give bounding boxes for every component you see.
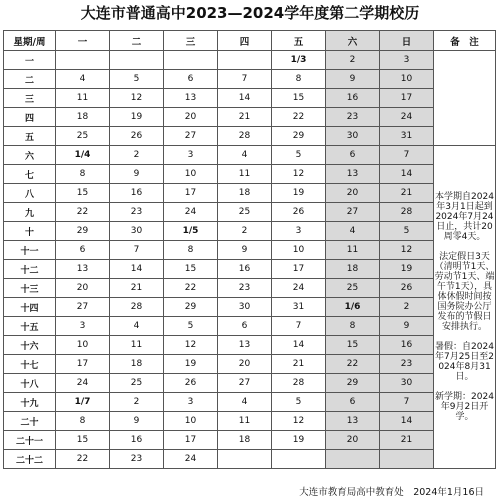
day-cell: 4 [110,317,164,336]
week-row [4,374,496,393]
week-row [4,89,496,108]
day-cell: 16 [218,260,272,279]
day-cell: 6 [164,70,218,89]
day-cell: 22 [164,279,218,298]
day-cell: 30 [110,222,164,241]
day-cell: 18 [218,184,272,203]
week-row [4,165,496,184]
week-number: 三 [4,89,56,108]
day-cell: 31 [380,127,434,146]
day-cell: 7 [380,146,434,165]
day-cell: 21 [110,279,164,298]
day-cell: 6 [56,241,110,260]
day-cell [56,51,110,70]
week-number: 六 [4,146,56,165]
header-notes: 备 注 [434,31,496,51]
day-cell: 23 [218,279,272,298]
day-cell: 9 [326,70,380,89]
week-row [4,241,496,260]
day-cell: 7 [110,241,164,260]
day-cell: 7 [380,393,434,412]
day-cell: 10 [380,70,434,89]
day-cell: 26 [164,374,218,393]
day-cell: 24 [164,450,218,469]
day-cell: 14 [380,412,434,431]
day-cell: 13 [326,412,380,431]
notes-spacer [434,51,496,146]
week-number: 十八 [4,374,56,393]
day-cell: 3 [164,146,218,165]
day-cell: 8 [164,241,218,260]
day-cell: 12 [272,412,326,431]
day-cell: 3 [56,317,110,336]
day-cell: 29 [272,127,326,146]
day-cell: 5 [110,70,164,89]
day-cell: 24 [164,203,218,222]
day-cell: 23 [380,355,434,374]
day-cell: 17 [272,260,326,279]
week-row [4,260,496,279]
day-cell: 29 [326,374,380,393]
week-number: 十七 [4,355,56,374]
day-cell: 11 [110,336,164,355]
day-cell: 5 [164,317,218,336]
week-row [4,393,496,412]
day-cell: 26 [380,279,434,298]
day-cell: 19 [272,431,326,450]
day-cell [326,450,380,469]
week-row [4,317,496,336]
header-wed: 三 [164,31,218,51]
day-cell [164,51,218,70]
day-cell: 16 [110,184,164,203]
day-cell: 18 [326,260,380,279]
day-cell: 23 [110,203,164,222]
week-row [4,70,496,89]
day-cell: 28 [218,127,272,146]
day-cell: 1/3 [272,51,326,70]
day-cell: 9 [110,165,164,184]
day-cell: 12 [164,336,218,355]
day-cell: 20 [326,431,380,450]
week-row [4,336,496,355]
day-cell: 20 [164,108,218,127]
day-cell: 14 [380,165,434,184]
day-cell: 14 [218,89,272,108]
day-cell: 25 [56,127,110,146]
day-cell: 15 [56,431,110,450]
day-cell: 18 [110,355,164,374]
notes-cell: 本学期自2024年3月1日起到2024年7月24日止，共计20周零4天。 法定假日3天（清明节1天、劳动节1天、端午节1天），具体休假时间按国务院办公厅发布的节假日安排执行。 暑假：自2024年7月25日至2024年8月31日。 新学期：2024年9月2日开学。 [434,146,496,469]
week-number: 十六 [4,336,56,355]
day-cell: 13 [326,165,380,184]
day-cell: 5 [380,222,434,241]
day-cell: 17 [56,355,110,374]
day-cell: 27 [56,298,110,317]
header-fri: 五 [272,31,326,51]
week-row [4,127,496,146]
day-cell: 8 [326,317,380,336]
day-cell: 4 [326,222,380,241]
day-cell: 17 [380,89,434,108]
day-cell: 2 [110,393,164,412]
day-cell: 4 [218,146,272,165]
day-cell: 10 [164,412,218,431]
week-number: 二 [4,70,56,89]
day-cell: 3 [272,222,326,241]
school-calendar-table [3,30,496,469]
day-cell: 4 [218,393,272,412]
day-cell: 25 [218,203,272,222]
day-cell: 31 [272,298,326,317]
day-cell: 22 [56,203,110,222]
header-row [4,31,496,51]
day-cell: 20 [218,355,272,374]
header-thu: 四 [218,31,272,51]
day-cell: 30 [218,298,272,317]
day-cell: 29 [164,298,218,317]
day-cell: 28 [272,374,326,393]
day-cell: 11 [218,412,272,431]
day-cell: 10 [56,336,110,355]
day-cell: 24 [56,374,110,393]
day-cell: 13 [56,260,110,279]
day-cell: 11 [56,89,110,108]
calendar-body [4,51,496,469]
day-cell: 2 [380,298,434,317]
day-cell: 28 [380,203,434,222]
day-cell: 25 [326,279,380,298]
day-cell [272,450,326,469]
day-cell [380,450,434,469]
week-row [4,279,496,298]
day-cell: 19 [380,260,434,279]
week-number: 二十 [4,412,56,431]
day-cell: 2 [218,222,272,241]
day-cell: 22 [326,355,380,374]
day-cell: 15 [326,336,380,355]
day-cell: 6 [218,317,272,336]
week-row [4,450,496,469]
day-cell: 20 [326,184,380,203]
day-cell: 21 [218,108,272,127]
day-cell: 22 [272,108,326,127]
day-cell: 8 [56,412,110,431]
header-mon: 一 [56,31,110,51]
day-cell: 12 [380,241,434,260]
day-cell: 5 [272,393,326,412]
week-number: 九 [4,203,56,222]
day-cell [110,51,164,70]
header-week: 星期/周 [4,31,56,51]
day-cell: 8 [272,70,326,89]
day-cell: 17 [164,431,218,450]
week-number: 二十一 [4,431,56,450]
week-number: 十四 [4,298,56,317]
day-cell: 19 [272,184,326,203]
day-cell: 18 [218,431,272,450]
header-tue: 二 [110,31,164,51]
week-number: 十五 [4,317,56,336]
day-cell: 30 [380,374,434,393]
day-cell: 21 [380,184,434,203]
day-cell: 12 [110,89,164,108]
day-cell: 3 [164,393,218,412]
day-cell: 21 [272,355,326,374]
week-number: 七 [4,165,56,184]
week-number: 十一 [4,241,56,260]
day-cell: 25 [110,374,164,393]
week-row [4,184,496,203]
day-cell: 13 [164,89,218,108]
day-cell: 9 [110,412,164,431]
day-cell: 4 [56,70,110,89]
day-cell: 16 [326,89,380,108]
header-sun: 日 [380,31,434,51]
week-row [4,412,496,431]
day-cell: 23 [110,450,164,469]
day-cell: 30 [326,127,380,146]
day-cell: 17 [164,184,218,203]
day-cell: 28 [110,298,164,317]
day-cell: 6 [326,146,380,165]
day-cell: 22 [56,450,110,469]
week-row [4,355,496,374]
week-number: 二十二 [4,450,56,469]
week-number: 十二 [4,260,56,279]
week-number: 一 [4,51,56,70]
week-row [4,298,496,317]
day-cell: 27 [326,203,380,222]
week-row [4,108,496,127]
week-number: 八 [4,184,56,203]
day-cell: 15 [164,260,218,279]
week-number: 十 [4,222,56,241]
page-title: 大连市普通高中2023—2024学年度第二学期校历 [80,4,420,22]
day-cell: 10 [164,165,218,184]
day-cell: 20 [56,279,110,298]
week-row [4,51,496,70]
day-cell: 18 [56,108,110,127]
day-cell: 27 [218,374,272,393]
day-cell: 7 [218,70,272,89]
day-cell: 29 [56,222,110,241]
day-cell: 7 [272,317,326,336]
day-cell: 9 [218,241,272,260]
day-cell: 5 [272,146,326,165]
day-cell: 11 [326,241,380,260]
day-cell: 1/6 [326,298,380,317]
day-cell: 1/5 [164,222,218,241]
week-row [4,222,496,241]
day-cell: 15 [272,89,326,108]
day-cell: 11 [218,165,272,184]
week-row [4,431,496,450]
day-cell: 21 [380,431,434,450]
week-row [4,203,496,222]
day-cell: 1/4 [56,146,110,165]
week-row [4,146,496,165]
day-cell: 13 [218,336,272,355]
day-cell: 15 [56,184,110,203]
day-cell: 10 [272,241,326,260]
day-cell: 2 [326,51,380,70]
day-cell: 19 [110,108,164,127]
day-cell: 12 [272,165,326,184]
week-number: 十九 [4,393,56,412]
day-cell: 8 [56,165,110,184]
day-cell: 16 [110,431,164,450]
day-cell: 6 [326,393,380,412]
week-number: 四 [4,108,56,127]
day-cell: 14 [272,336,326,355]
week-number: 五 [4,127,56,146]
day-cell: 9 [380,317,434,336]
day-cell: 24 [272,279,326,298]
header-sat: 六 [326,31,380,51]
day-cell [218,450,272,469]
day-cell: 3 [380,51,434,70]
day-cell: 16 [380,336,434,355]
day-cell: 24 [380,108,434,127]
day-cell: 27 [164,127,218,146]
day-cell: 26 [110,127,164,146]
day-cell: 14 [110,260,164,279]
footer-issuer-date: 大连市教育局高中教育处 2024年1月16日 [299,487,484,498]
day-cell: 19 [164,355,218,374]
week-number: 十三 [4,279,56,298]
day-cell: 2 [110,146,164,165]
day-cell [218,51,272,70]
day-cell: 23 [326,108,380,127]
day-cell: 1/7 [56,393,110,412]
day-cell: 26 [272,203,326,222]
